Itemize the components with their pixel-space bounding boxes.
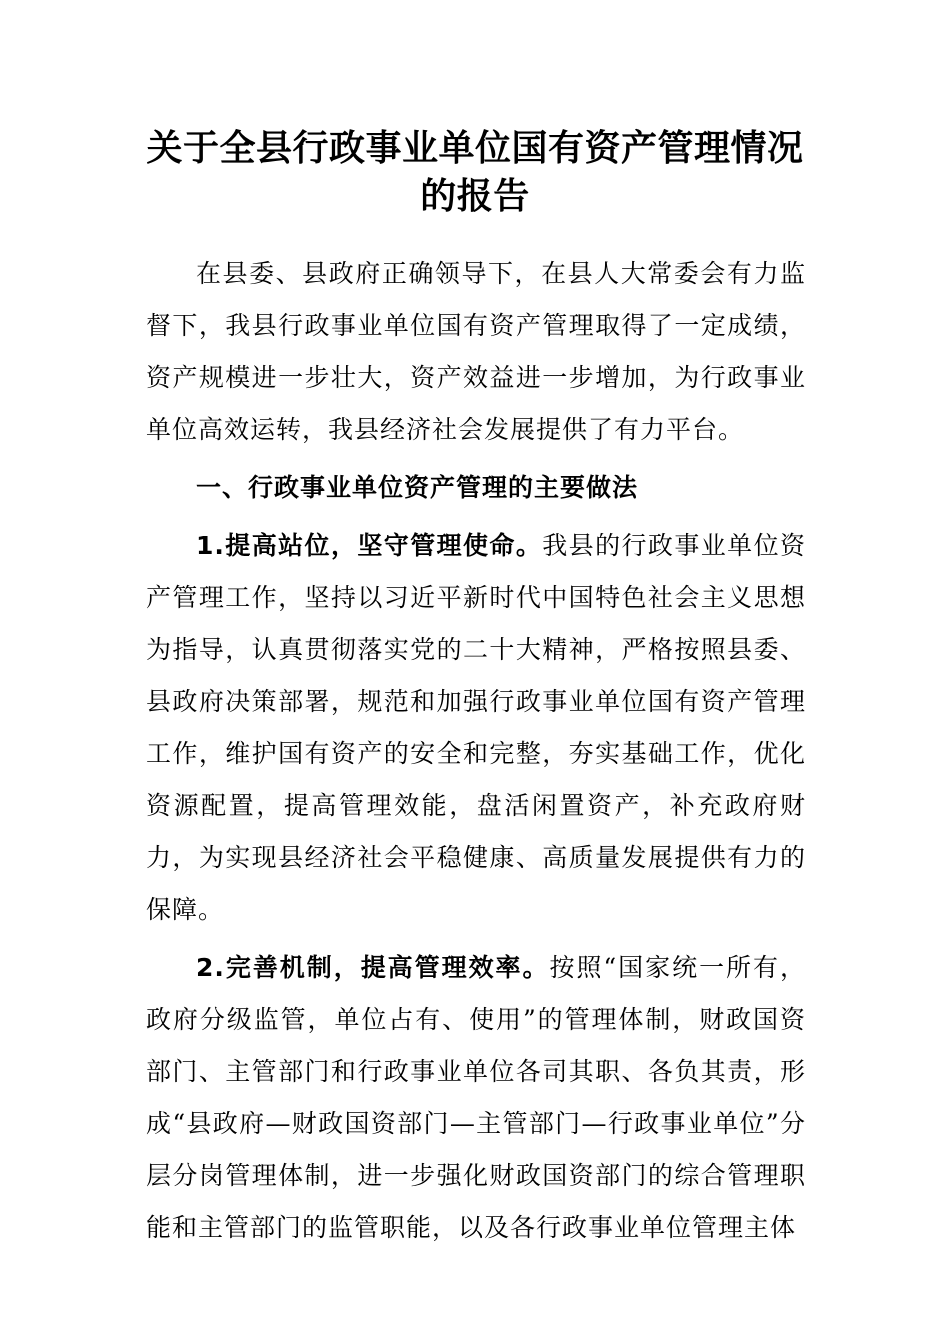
document-body	[146, 248, 806, 1254]
item-1-lead: 1.提高站位，坚守管理使命。	[196, 531, 543, 560]
title-line-2: 的报告	[420, 175, 530, 217]
item-1-paragraph	[146, 520, 806, 936]
intro-paragraph: 在县委、县政府正确领导下，在县人大常委会有力监督下，我县行政事业单位国有资产管理取得了一定成绩，资产规模进一步壮大，资产效益进一步增加，为行政事业单位高效运转，我县经济社会发展提供了有力平台。	[146, 259, 806, 444]
section-heading-1: 一、行政事业单位资产管理的主要做法	[196, 473, 639, 502]
item-2-lead: 2.完善机制，提高管理效率。	[196, 953, 550, 982]
item-2-text: 按照“国家统一所有，政府分级监管，单位占有、使用”的管理体制，财政国资部门、主管部门和行政事业单位各司其职、各负其责，形成“县政府—财政国资部门—主管部门—行政事业单位”分层分岗管理体制，进一步强化财政国资部门的综合管理职能和主管部门的监管职能，以及各行政事业单位管理主体	[146, 953, 806, 1242]
document-title	[120, 124, 830, 220]
title-line-1: 关于全县行政事业单位国有资产管理情况	[146, 127, 804, 169]
item-1-text: 我县的行政事业单位资产管理工作，坚持以习近平新时代中国特色社会主义思想为指导，认真贯彻落实党的二十大精神，严格按照县委、县政府决策部署，规范和加强行政事业单位国有资产管理工作，维护国有资产的安全和完整，夯实基础工作，优化资源配置，提高管理效能，盘活闲置资产，补充政府财力，为实现县经济社会平稳健康、高质量发展提供有力的保障。	[146, 531, 806, 924]
item-2-paragraph	[146, 942, 806, 1254]
